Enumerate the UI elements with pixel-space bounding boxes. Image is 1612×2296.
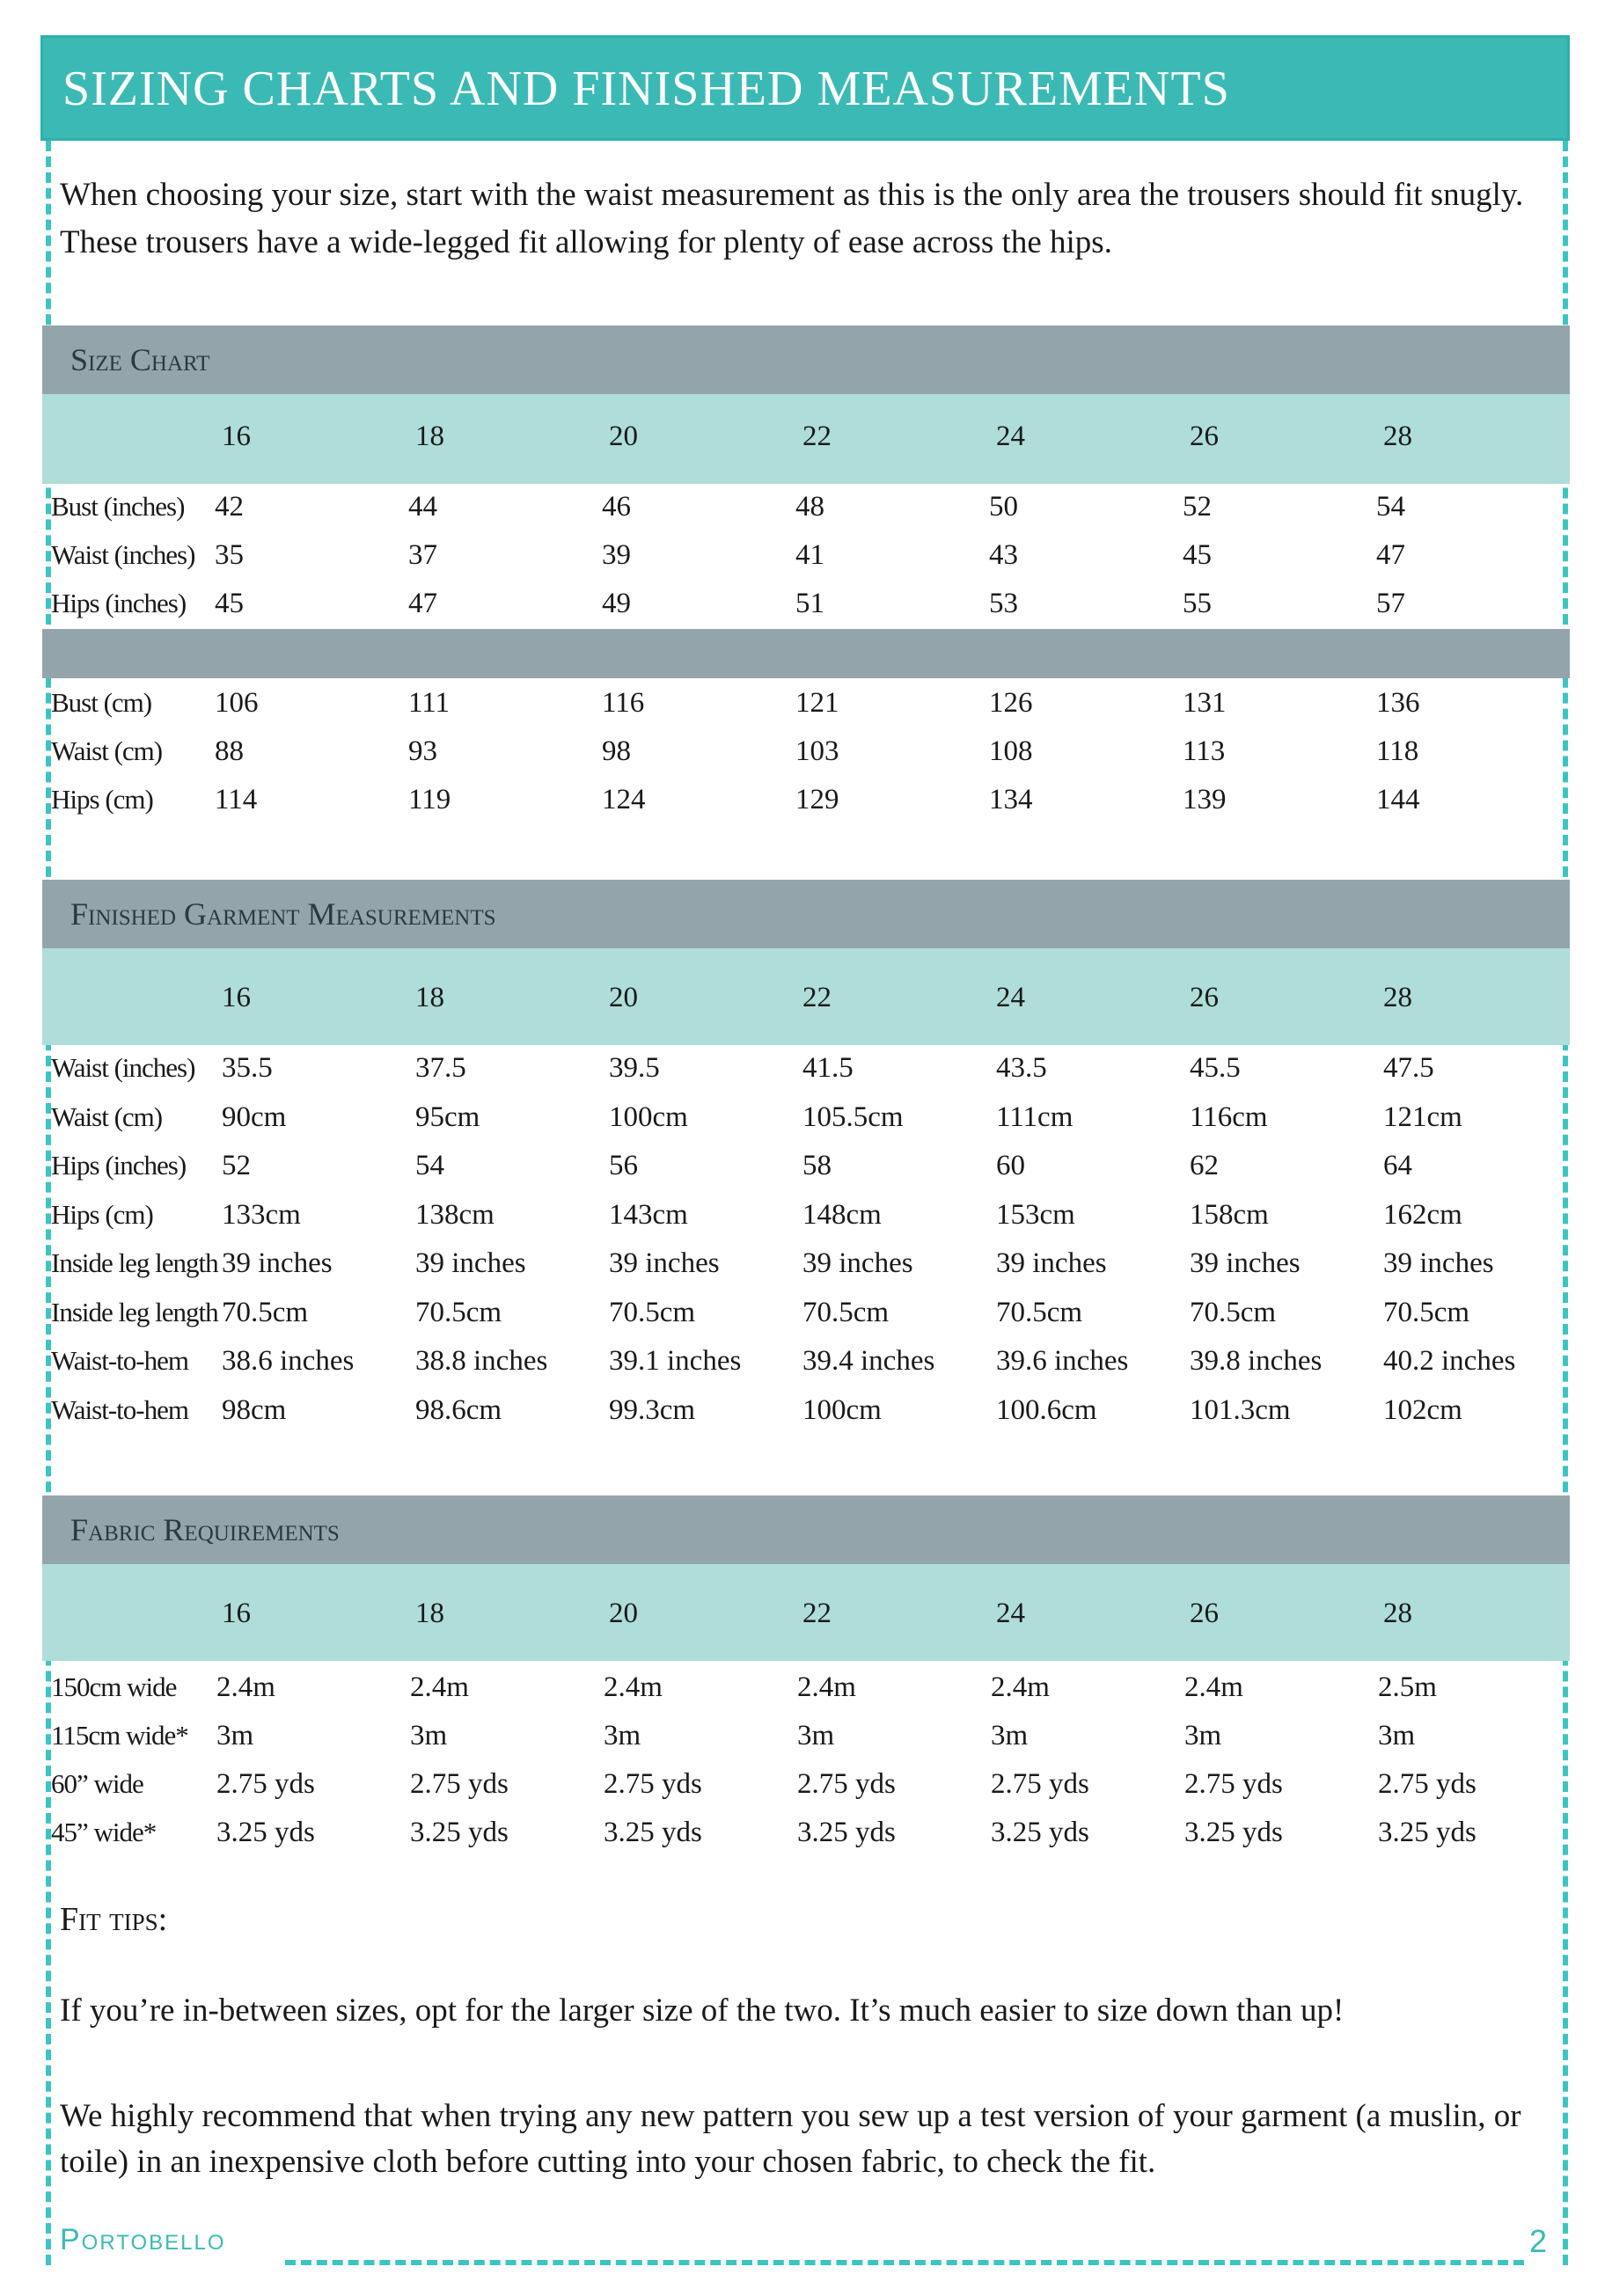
finished-cell: 98.6cm xyxy=(415,1393,502,1426)
size-cm-cell: 131 xyxy=(1183,687,1227,719)
size-column-header: 22 xyxy=(802,420,832,452)
finished-cell: 40.2 inches xyxy=(1383,1345,1516,1377)
fabric-cell: 3.25 yds xyxy=(410,1817,509,1848)
size-cm-cell: 119 xyxy=(408,784,451,815)
size-inches-cell: 46 xyxy=(602,491,631,523)
fabric-cell: 2.75 yds xyxy=(216,1768,315,1800)
finished-cell: 158cm xyxy=(1190,1198,1269,1231)
finished-cell: 39 inches xyxy=(1190,1247,1301,1279)
fabric-heading: Fabric Requirements xyxy=(42,1495,1570,1564)
finished-cell: 98cm xyxy=(222,1393,287,1426)
page-title: SIZING CHARTS AND FINISHED MEASUREMENTS xyxy=(62,62,1230,116)
size-cm-cell: 106 xyxy=(215,687,259,719)
fabric-row-label: 115cm wide* xyxy=(51,1720,188,1751)
finished-row-label: Hips (inches) xyxy=(51,1150,187,1181)
size-inches-cell: 43 xyxy=(989,539,1018,571)
fabric-cell: 2.75 yds xyxy=(1184,1768,1283,1800)
title-banner xyxy=(40,35,1570,141)
finished-cell: 133cm xyxy=(222,1198,301,1231)
finished-row-label: Waist-to-hem xyxy=(51,1345,188,1376)
finished-cell: 143cm xyxy=(609,1198,688,1231)
intro-line-2: These trousers have a wide-legged fit allowing for plenty of ease across the hips. xyxy=(60,224,1112,260)
intro-text xyxy=(60,172,1556,267)
finished-cell: 70.5cm xyxy=(1383,1296,1470,1328)
fabric-cell: 3.25 yds xyxy=(1378,1817,1476,1848)
size-inches-cell: 48 xyxy=(795,491,824,523)
size-column-header: 22 xyxy=(802,1598,832,1629)
finished-cell: 101.3cm xyxy=(1190,1393,1291,1426)
fabric-cell: 2.4m xyxy=(1184,1671,1243,1703)
finished-cell: 43.5 xyxy=(996,1052,1047,1084)
finished-cell: 153cm xyxy=(996,1198,1075,1231)
size-inches-row-label: Bust (inches) xyxy=(51,491,185,522)
finished-cell: 39.6 inches xyxy=(996,1345,1129,1377)
fabric-cell: 3.25 yds xyxy=(797,1817,896,1848)
finished-cell: 37.5 xyxy=(415,1052,466,1084)
size-column-header: 22 xyxy=(802,982,832,1013)
size-cm-row-label: Waist (cm) xyxy=(51,735,163,766)
finished-cell: 38.6 inches xyxy=(222,1345,355,1377)
size-cm-cell: 88 xyxy=(215,735,244,767)
size-inches-cell: 55 xyxy=(1183,588,1212,619)
size-inches-cell: 45 xyxy=(1183,539,1212,571)
finished-cell: 64 xyxy=(1383,1150,1412,1181)
size-cm-table xyxy=(42,678,1570,819)
fabric-cell: 3m xyxy=(797,1720,835,1751)
page-number: 2 xyxy=(1529,2223,1548,2259)
size-inches-cell: 52 xyxy=(1183,491,1212,523)
finished-cell: 41.5 xyxy=(802,1052,854,1084)
finished-cell: 39.4 inches xyxy=(802,1345,935,1377)
fit-tip-2: We highly recommend that when trying any new pattern you sew up a test version of your garment (a muslin, or toile) in an inexpensive cloth before cutting into your chosen fabric, to check the fit. xyxy=(60,2098,1521,2180)
size-column-header: 24 xyxy=(996,982,1025,1013)
size-column-header: 26 xyxy=(1190,982,1219,1013)
intro-line-1: When choosing your size, start with the waist measurement as this is the only area the trousers should fit snugly. xyxy=(60,177,1524,213)
size-chart-heading: Size Chart xyxy=(42,325,1570,394)
size-inches-cell: 39 xyxy=(602,539,631,571)
size-inches-cell: 49 xyxy=(602,588,631,619)
size-cm-cell: 111 xyxy=(408,687,451,719)
size-column-header: 18 xyxy=(415,982,444,1013)
size-column-header: 28 xyxy=(1383,1598,1412,1629)
size-inches-cell: 57 xyxy=(1376,588,1405,619)
finished-cell: 90cm xyxy=(222,1100,287,1133)
finished-cell: 56 xyxy=(609,1150,638,1181)
fabric-cell: 3m xyxy=(216,1720,254,1751)
size-cm-cell: 108 xyxy=(989,735,1033,767)
finished-cell: 162cm xyxy=(1383,1198,1462,1231)
finished-cell: 70.5cm xyxy=(802,1296,890,1328)
fabric-cell: 3.25 yds xyxy=(216,1817,315,1848)
size-column-header: 28 xyxy=(1383,420,1412,452)
finished-cell: 100cm xyxy=(609,1100,688,1133)
finished-cell: 39.8 inches xyxy=(1190,1345,1323,1377)
finished-cell: 38.8 inches xyxy=(415,1345,548,1377)
fabric-cell: 2.4m xyxy=(797,1671,856,1703)
size-cm-row-label: Bust (cm) xyxy=(51,687,152,718)
size-inches-cell: 45 xyxy=(215,588,244,619)
fabric-row-label: 150cm wide xyxy=(51,1671,177,1702)
fabric-cell: 2.5m xyxy=(1378,1671,1437,1703)
brand-name: Portobello xyxy=(60,2223,226,2256)
finished-cell: 70.5cm xyxy=(609,1296,696,1328)
size-header-row xyxy=(42,1564,1570,1661)
finished-cell: 58 xyxy=(802,1150,832,1181)
fabric-row-label: 45” wide* xyxy=(51,1817,157,1847)
size-inches-cell: 37 xyxy=(408,539,437,571)
size-inches-cell: 54 xyxy=(1376,491,1405,523)
finished-heading: Finished Garment Measurements xyxy=(42,880,1570,948)
size-cm-cell: 114 xyxy=(215,784,258,815)
size-column-header: 16 xyxy=(222,1598,251,1629)
finished-cell: 116cm xyxy=(1190,1100,1268,1133)
size-cm-cell: 139 xyxy=(1183,784,1227,815)
size-inches-cell: 47 xyxy=(408,588,437,619)
finished-cell: 70.5cm xyxy=(1190,1296,1277,1328)
finished-row-label: Waist (inches) xyxy=(51,1052,195,1083)
size-cm-cell: 126 xyxy=(989,687,1033,719)
finished-row-label: Inside leg length xyxy=(51,1296,218,1327)
size-cm-cell: 124 xyxy=(602,784,646,815)
finished-table xyxy=(42,1045,1570,1459)
finished-row-label: Hips (cm) xyxy=(51,1198,153,1230)
finished-cell: 35.5 xyxy=(222,1052,273,1084)
size-column-header: 18 xyxy=(415,1598,444,1629)
finished-cell: 105.5cm xyxy=(802,1100,904,1133)
finished-cell: 121cm xyxy=(1383,1100,1462,1133)
finished-row-label: Waist-to-hem xyxy=(51,1393,188,1425)
finished-cell: 39 inches xyxy=(802,1247,913,1279)
size-cm-cell: 93 xyxy=(408,735,437,767)
finished-cell: 60 xyxy=(996,1150,1025,1181)
fabric-cell: 3m xyxy=(410,1720,448,1751)
finished-row-label: Waist (cm) xyxy=(51,1100,163,1132)
fabric-cell: 2.4m xyxy=(410,1671,469,1703)
size-column-header: 20 xyxy=(609,420,638,452)
size-cm-cell: 118 xyxy=(1376,735,1419,767)
finished-row-label: Inside leg length xyxy=(51,1247,218,1278)
size-column-header: 18 xyxy=(415,420,444,452)
size-column-header: 20 xyxy=(609,1598,638,1629)
finished-cell: 148cm xyxy=(802,1198,882,1231)
size-cm-cell: 103 xyxy=(795,735,839,767)
finished-cell: 95cm xyxy=(415,1100,480,1133)
finished-cell: 70.5cm xyxy=(415,1296,502,1328)
size-cm-cell: 98 xyxy=(602,735,631,767)
finished-cell: 138cm xyxy=(415,1198,495,1231)
fabric-cell: 3m xyxy=(604,1720,641,1751)
size-inches-table xyxy=(42,484,1570,629)
finished-cell: 39 inches xyxy=(1383,1247,1494,1279)
size-inches-cell: 44 xyxy=(408,491,437,523)
size-chart-section xyxy=(42,325,1570,819)
fabric-requirements-section xyxy=(42,1495,1570,1863)
size-column-header: 26 xyxy=(1190,420,1219,452)
size-column-header: 20 xyxy=(609,982,638,1013)
finished-cell: 100.6cm xyxy=(996,1393,1097,1426)
size-column-header: 26 xyxy=(1190,1598,1219,1629)
finished-cell: 100cm xyxy=(802,1393,882,1426)
fabric-cell: 3.25 yds xyxy=(604,1817,702,1848)
size-cm-cell: 144 xyxy=(1376,784,1420,815)
fabric-cell: 3m xyxy=(1184,1720,1222,1751)
size-cm-row-label: Hips (cm) xyxy=(51,784,153,815)
fabric-cell: 2.75 yds xyxy=(991,1768,1089,1800)
finished-cell: 39 inches xyxy=(996,1247,1107,1279)
finished-cell: 39.1 inches xyxy=(609,1345,742,1377)
finished-cell: 111cm xyxy=(996,1100,1073,1133)
size-inches-cell: 42 xyxy=(215,491,244,523)
fabric-row-label: 60” wide xyxy=(51,1768,143,1799)
fabric-table xyxy=(42,1661,1570,1863)
fabric-cell: 2.75 yds xyxy=(797,1768,896,1800)
size-column-header: 16 xyxy=(222,420,251,452)
table-divider xyxy=(42,629,1570,678)
size-cm-cell: 129 xyxy=(795,784,839,815)
finished-cell: 39 inches xyxy=(222,1247,333,1279)
size-cm-cell: 113 xyxy=(1183,735,1226,767)
fabric-cell: 3m xyxy=(1378,1720,1416,1751)
fabric-cell: 2.4m xyxy=(604,1671,663,1703)
size-inches-cell: 50 xyxy=(989,491,1018,523)
size-cm-cell: 136 xyxy=(1376,687,1420,719)
finished-measurements-section xyxy=(42,880,1570,1459)
size-column-header: 24 xyxy=(996,420,1025,452)
dashed-border-bottom xyxy=(285,2260,1524,2265)
fabric-cell: 2.75 yds xyxy=(410,1768,509,1800)
finished-cell: 102cm xyxy=(1383,1393,1462,1426)
finished-cell: 70.5cm xyxy=(996,1296,1083,1328)
fit-tips-title: Fit tips: xyxy=(60,1901,168,1938)
size-inches-cell: 35 xyxy=(215,539,244,571)
size-cm-cell: 121 xyxy=(795,687,839,719)
finished-cell: 39 inches xyxy=(415,1247,526,1279)
size-header-row xyxy=(42,948,1570,1045)
finished-cell: 39 inches xyxy=(609,1247,720,1279)
finished-cell: 39.5 xyxy=(609,1052,660,1084)
size-column-header: 28 xyxy=(1383,982,1412,1013)
size-inches-row-label: Waist (inches) xyxy=(51,539,195,570)
size-inches-cell: 41 xyxy=(795,539,824,571)
finished-cell: 70.5cm xyxy=(222,1296,309,1328)
size-header-row xyxy=(42,394,1570,484)
fabric-cell: 2.4m xyxy=(216,1671,275,1703)
size-column-header: 16 xyxy=(222,982,251,1013)
size-cm-cell: 134 xyxy=(989,784,1033,815)
size-column-header: 24 xyxy=(996,1598,1025,1629)
finished-cell: 54 xyxy=(415,1150,444,1181)
fabric-cell: 2.75 yds xyxy=(604,1768,702,1800)
finished-cell: 99.3cm xyxy=(609,1393,696,1426)
fabric-cell: 2.4m xyxy=(991,1671,1050,1703)
size-cm-cell: 116 xyxy=(602,687,645,719)
fit-tip-1: If you’re in-between sizes, opt for the larger size of the two. It’s much easier to size down than up! xyxy=(60,1993,1345,2029)
finished-cell: 47.5 xyxy=(1383,1052,1434,1084)
fabric-cell: 2.75 yds xyxy=(1378,1768,1476,1800)
fabric-cell: 3.25 yds xyxy=(991,1817,1089,1848)
fabric-cell: 3m xyxy=(991,1720,1029,1751)
size-inches-cell: 51 xyxy=(795,588,824,619)
size-inches-cell: 47 xyxy=(1376,539,1405,571)
size-inches-row-label: Hips (inches) xyxy=(51,588,187,618)
finished-cell: 45.5 xyxy=(1190,1052,1241,1084)
fabric-cell: 3.25 yds xyxy=(1184,1817,1283,1848)
finished-cell: 52 xyxy=(222,1150,251,1181)
size-inches-cell: 53 xyxy=(989,588,1018,619)
finished-cell: 62 xyxy=(1190,1150,1219,1181)
